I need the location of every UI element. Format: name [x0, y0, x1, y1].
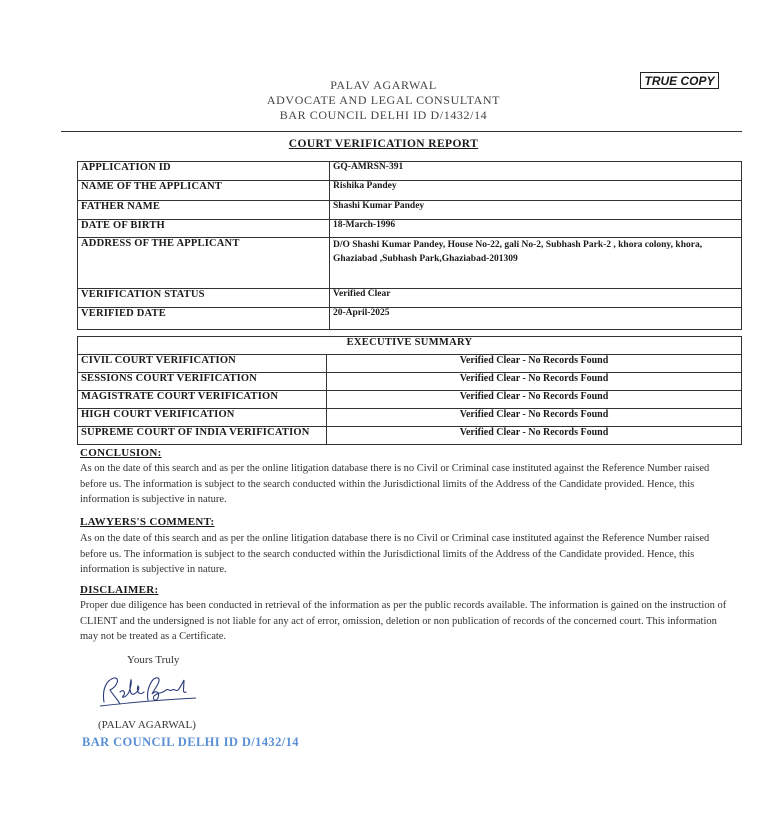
summary-label: SESSIONS COURT VERIFICATION: [78, 373, 327, 391]
detail-label: VERIFIED DATE: [78, 308, 330, 330]
advocate-designation: ADVOCATE AND LEGAL CONSULTANT: [266, 93, 501, 107]
true-copy-stamp: TRUE COPY: [640, 72, 719, 89]
detail-label: FATHER NAME: [78, 201, 330, 220]
summary-label: MAGISTRATE COURT VERIFICATION: [78, 391, 327, 409]
disclaimer-text: Proper due diligence has been conducted in retrieval of the information as per the public records available. The information is gained on the instruction of CLIENT and the undersigned is not liable for any act of error, omission, deletion or non publication of records of the concerned court. This information may not be treated as a Certificate.: [80, 600, 727, 642]
table-row: [78, 238, 742, 289]
table-row: [78, 201, 742, 220]
lawyers-comment-heading: LAWYERS'S COMMENT:: [80, 516, 215, 528]
signatory-bar-id: BAR COUNCIL DELHI ID D/1432/14: [82, 735, 299, 749]
table-row: [78, 355, 742, 373]
summary-label: SUPREME COURT OF INDIA VERIFICATION: [78, 427, 327, 445]
advocate-bar-id: BAR COUNCIL DELHI ID D/1432/14: [279, 108, 488, 122]
summary-value: Verified Clear - No Records Found: [327, 391, 742, 409]
signature-image: [96, 670, 200, 712]
table-row: [78, 289, 742, 308]
detail-value: Verified Clear: [330, 289, 742, 308]
applicant-details-table: [77, 161, 742, 330]
table-row: [78, 308, 742, 330]
table-row: [78, 162, 742, 181]
report-title: COURT VERIFICATION REPORT: [288, 138, 479, 150]
detail-value: Rishika Pandey: [330, 181, 742, 201]
table-row: [78, 391, 742, 409]
lawyers-comment-text: As on the date of this search and as per the online litigation database there is no Civil or Criminal case instituted against the Reference Number raised before us. The information is subject to the search conducted within the Jurisdictional limits of the Address of the Candidate provided. Hence, this information is subjective in nature.: [80, 533, 710, 575]
summary-value: Verified Clear - No Records Found: [327, 373, 742, 391]
detail-label: APPLICATION ID: [78, 162, 330, 181]
header-divider: [61, 131, 742, 132]
summary-label: CIVIL COURT VERIFICATION: [78, 355, 327, 373]
table-row: [78, 409, 742, 427]
detail-value: 18-March-1996: [330, 220, 742, 238]
detail-label: NAME OF THE APPLICANT: [78, 181, 330, 201]
advocate-name: PALAV AGARWAL: [330, 78, 437, 92]
signatory-name: (PALAV AGARWAL): [98, 719, 196, 731]
detail-value: 20-April-2025: [330, 308, 742, 330]
summary-label: HIGH COURT VERIFICATION: [78, 409, 327, 427]
executive-summary-table: [77, 336, 742, 445]
detail-value: Shashi Kumar Pandey: [330, 201, 742, 220]
conclusion-heading: CONCLUSION:: [80, 447, 162, 459]
detail-value: GQ-AMRSN-391: [330, 162, 742, 181]
detail-label: VERIFICATION STATUS: [78, 289, 330, 308]
detail-label: ADDRESS OF THE APPLICANT: [78, 238, 330, 289]
summary-value: Verified Clear - No Records Found: [327, 355, 742, 373]
table-row: [78, 427, 742, 445]
conclusion-text: As on the date of this search and as per the online litigation database there is no Civil or Criminal case instituted against the Reference Number raised before us. The information is subject to the search conducted within the Jurisdictional limits of the Address of the Candidate provided. Hence, this information is subjective in nature.: [80, 463, 710, 505]
summary-heading: EXECUTIVE SUMMARY: [78, 337, 742, 355]
disclaimer-heading: DISCLAIMER:: [80, 584, 159, 596]
detail-label: DATE OF BIRTH: [78, 220, 330, 238]
table-row: [78, 337, 742, 355]
summary-value: Verified Clear - No Records Found: [327, 409, 742, 427]
summary-value: Verified Clear - No Records Found: [327, 427, 742, 445]
table-row: [78, 373, 742, 391]
detail-value: D/O Shashi Kumar Pandey, House No-22, gali No-2, Subhash Park-2 , khora colony, khora, Ghaziabad ,Subhash Park,Ghaziabad-201309: [330, 238, 742, 289]
table-row: [78, 181, 742, 201]
table-row: [78, 220, 742, 238]
closing-text: Yours Truly: [127, 654, 180, 666]
